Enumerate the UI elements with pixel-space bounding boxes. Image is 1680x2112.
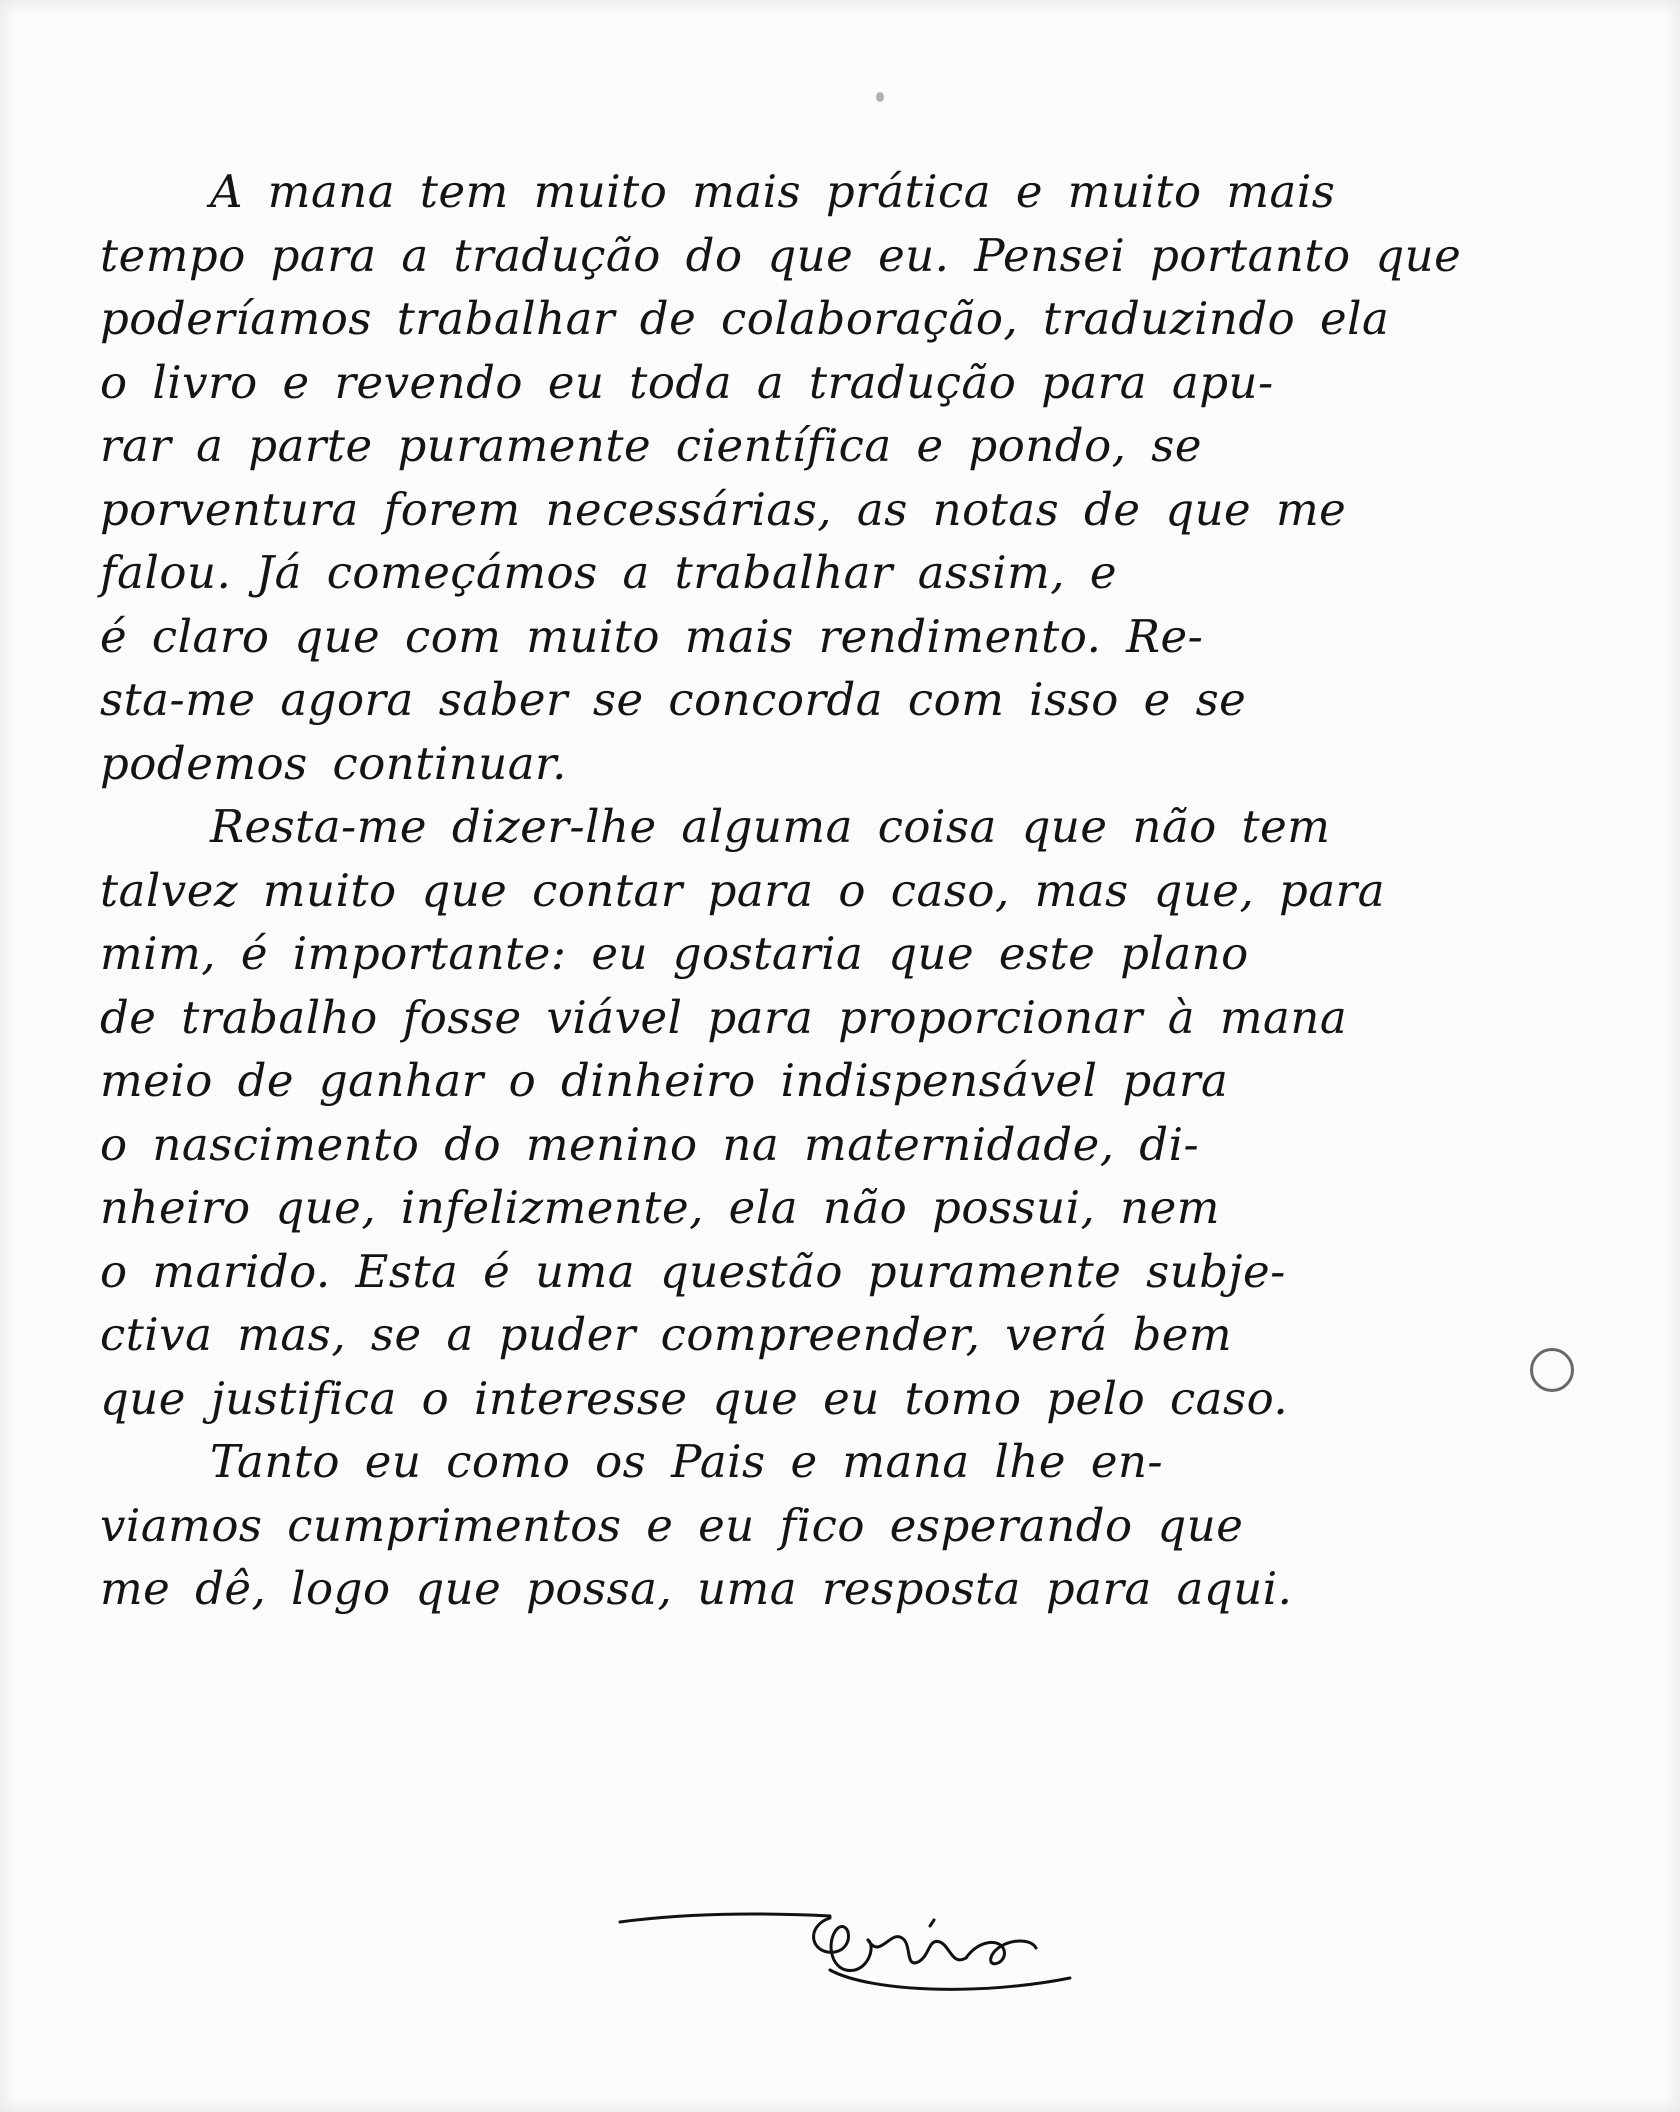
text-line: o nascimento do menino na maternidade, di- (100, 1117, 1200, 1171)
text-line: A mana tem muito mais prática e muito mais (210, 165, 1336, 218)
letter-body (100, 160, 1580, 1621)
text-line: me dê, logo que possa, uma resposta para aqui. (100, 1562, 1293, 1615)
scan-speck (876, 92, 884, 102)
text-line: ctiva mas, se a puder compreender, verá bem (100, 1308, 1233, 1361)
text-line: o marido. Esta é uma questão puramente subje- (100, 1244, 1286, 1298)
text-line: é claro que com muito mais rendimento. Re- (100, 609, 1204, 663)
paragraph-1 (100, 160, 1580, 795)
text-line: poderíamos trabalhar de colaboração, traduzindo ela (100, 292, 1390, 345)
text-line: porventura forem necessárias, as notas de que me (100, 482, 1347, 536)
text-line: meio de ganhar o dinheiro indispensável para (100, 1054, 1229, 1107)
paragraph-2 (100, 795, 1580, 1430)
text-line: podemos continuar. (100, 736, 567, 790)
text-line: Resta-me dizer-lhe alguma coisa que não tem (210, 800, 1331, 853)
text-line: falou. Já começámos a trabalhar assim, e (100, 546, 1118, 599)
text-line: tempo para a tradução do que eu. Pensei portanto que (100, 228, 1462, 282)
text-line: talvez muito que contar para o caso, mas que, para (100, 863, 1386, 917)
text-line: rar a parte puramente científica e pondo, se (100, 419, 1202, 472)
text-line: Tanto eu como os Pais e mana lhe en- (210, 1435, 1164, 1488)
text-line: sta-me agora saber se concorda com isso e se (100, 673, 1247, 726)
paragraph-3 (100, 1430, 1580, 1621)
signature (600, 1900, 1100, 2030)
signature-drawing (600, 1900, 1100, 2030)
text-line: de trabalho fosse viável para proporcionar à mana (100, 990, 1348, 1044)
text-line: nheiro que, infelizmente, ela não possui, nem (100, 1181, 1220, 1234)
text-line: mim, é importante: eu gostaria que este plano (100, 927, 1249, 980)
text-line: o livro e revendo eu toda a tradução para apu- (100, 355, 1274, 409)
text-line: que justifica o interesse que eu tomo pelo caso. (100, 1371, 1289, 1425)
text-line: viamos cumprimentos e eu fico esperando que (100, 1498, 1244, 1552)
